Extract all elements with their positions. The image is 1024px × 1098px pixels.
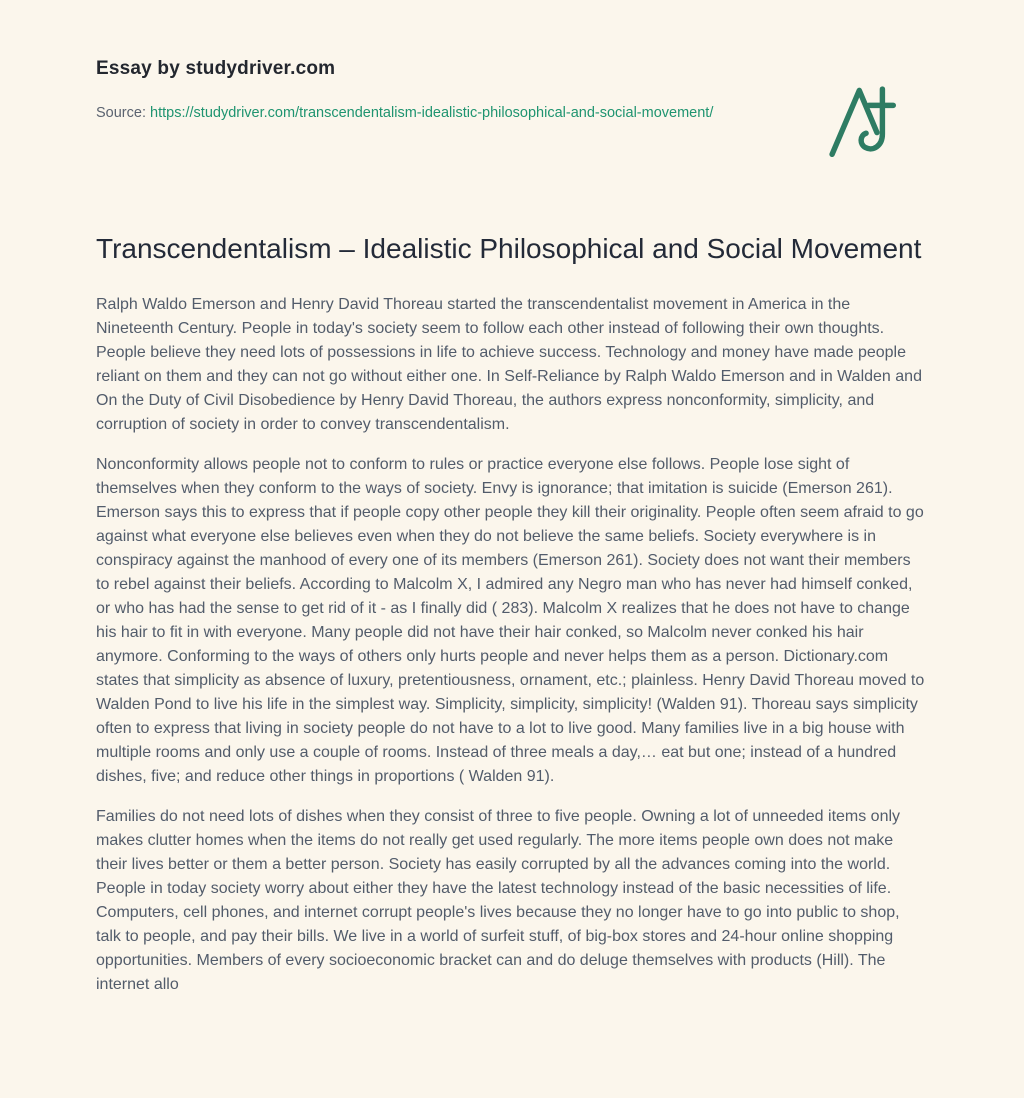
source-label: Source: [96, 105, 146, 121]
studydriver-logo [828, 80, 896, 162]
essay-body [96, 293, 928, 997]
source-link[interactable]: https://studydriver.com/transcendentalism-idealistic-philosophical-and-social-movement/ [150, 105, 714, 121]
essay-paragraph-3: Families do not need lots of dishes when they consist of three to five people. Owning a lot of unneeded items only makes clutter homes when the items do not really get used regularly. The more items people own does not make their lives better or them a better person. Society has easily corrupted by all the advances coming into the world. People in today society worry about either they have the latest technology instead of the basic necessities of life. Computers, cell phones, and internet corrupt people's lives because they no longer have to go into public to shop, talk to people, and pay their bills. We live in a world of surfeit stuff, of big-box stores and 24-hour online shopping opportunities. Members of every socioeconomic bracket can and do deluge themselves with products (Hill). The internet allo [96, 808, 901, 993]
essay-title: Transcendentalism – Idealistic Philosophical and Social Movement [96, 233, 922, 264]
essay-paragraph-1: Ralph Waldo Emerson and Henry David Thoreau started the transcendentalist movement in America in the Nineteenth Century. People in today's society seem to follow each other instead of following their own thoughts. People believe they need lots of possessions in life to achieve success. Technology and money have made people reliant on them and they can not go without either one. In Self-Reliance by Ralph Waldo Emerson and in Walden and On the Duty of Civil Disobedience by Henry David Thoreau, the authors express nonconformity, simplicity, and corruption of society in order to convey transcendentalism. [96, 296, 922, 433]
essay-content [96, 229, 928, 997]
essay-by-heading: Essay by studydriver.com [96, 58, 336, 79]
essay-paragraph-2: Nonconformity allows people not to conform to rules or practice everyone else follows. People lose sight of themselves when they conform to the ways of society. Envy is ignorance; that imitation is suicide (Emerson 261). Emerson says this to express that if people copy other people they kill their originality. People often seem afraid to go against what everyone else believes even when they do not believe the same beliefs. Society everywhere is in conspiracy against the manhood of every one of its members (Emerson 261). Society does not want their members to rebel against their beliefs. According to Malcolm X, I admired any Negro man who has never had himself conked, or who has had the sense to get rid of it - as I finally did ( 283). Malcolm X realizes that he does not have to change his hair to fit in with everyone. Many people did not have their hair conked, so Malcolm never conked his hair anymore. Conforming to the ways of others only hurts people and never helps them as a person. Dictionary.com states that simplicity as absence of luxury, pretentiousness, ornament, etc.; plainless. Henry David Thoreau moved to Walden Pond to live his life in the simplest way. Simplicity, simplicity, simplicity! (Walden 91). Thoreau says simplicity often to express that living in society people do not have to a lot to live good. Many families live in a big house with multiple rooms and only use a couple of rooms. Instead of three meals a day,… eat but one; instead of a hundred dishes, five; and reduce other things in proportions ( Walden 91). [96, 456, 925, 785]
a-plus-logo-icon [828, 80, 896, 162]
page-header [96, 58, 928, 125]
source-line [96, 102, 751, 125]
